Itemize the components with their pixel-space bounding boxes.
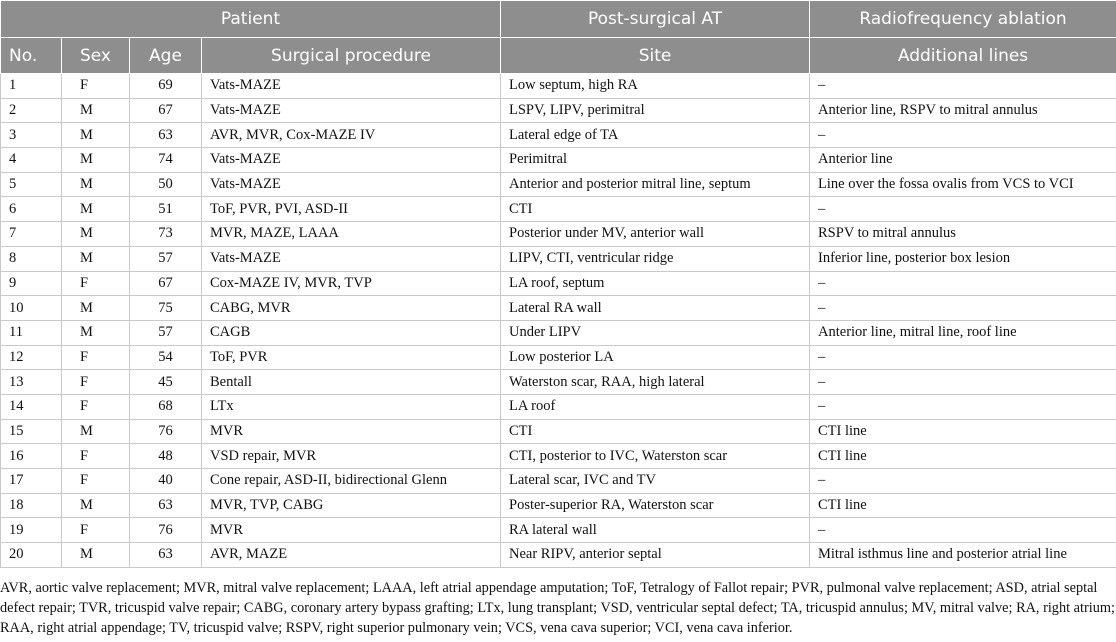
cell-age: 63: [130, 543, 202, 568]
cell-procedure: MVR: [202, 518, 501, 543]
table-row: [1, 543, 1116, 568]
cell-lines: Inferior line, posterior box lesion: [810, 246, 1116, 271]
cell-sex: M: [62, 222, 130, 247]
cell-age: 67: [130, 271, 202, 296]
cell-procedure: Cox-MAZE IV, MVR, TVP: [202, 271, 501, 296]
table-row: [1, 493, 1116, 518]
cell-lines: –: [810, 345, 1116, 370]
cell-lines: –: [810, 271, 1116, 296]
cell-procedure: ToF, PVR: [202, 345, 501, 370]
cell-lines: –: [810, 74, 1116, 99]
cell-site: CTI: [501, 197, 810, 222]
cell-site: LSPV, LIPV, perimitral: [501, 98, 810, 123]
header-sex: Sex: [62, 38, 130, 74]
cell-age: 63: [130, 493, 202, 518]
cell-procedure: Vats-MAZE: [202, 246, 501, 271]
cell-lines: Mitral isthmus line and posterior atrial line: [810, 543, 1116, 568]
cell-no: 6: [1, 197, 62, 222]
cell-no: 17: [1, 469, 62, 494]
cell-lines: CTI line: [810, 493, 1116, 518]
cell-age: 50: [130, 172, 202, 197]
cell-procedure: Vats-MAZE: [202, 148, 501, 173]
table-row: [1, 518, 1116, 543]
cell-no: 3: [1, 123, 62, 148]
table-row: [1, 370, 1116, 395]
cell-no: 12: [1, 345, 62, 370]
cell-procedure: LTx: [202, 394, 501, 419]
cell-procedure: MVR, MAZE, LAAA: [202, 222, 501, 247]
table-row: [1, 296, 1116, 321]
cell-sex: F: [62, 444, 130, 469]
table-row: [1, 172, 1116, 197]
cell-site: Lateral scar, IVC and TV: [501, 469, 810, 494]
cell-no: 19: [1, 518, 62, 543]
cell-lines: –: [810, 370, 1116, 395]
cell-age: 51: [130, 197, 202, 222]
cell-procedure: Cone repair, ASD-II, bidirectional Glenn: [202, 469, 501, 494]
table-row: [1, 444, 1116, 469]
header-column-row: [1, 38, 1116, 74]
cell-no: 13: [1, 370, 62, 395]
table-row: [1, 320, 1116, 345]
cell-sex: F: [62, 518, 130, 543]
cell-no: 14: [1, 394, 62, 419]
cell-age: 68: [130, 394, 202, 419]
cell-lines: –: [810, 296, 1116, 321]
cell-age: 76: [130, 518, 202, 543]
cell-no: 4: [1, 148, 62, 173]
cell-site: Perimitral: [501, 148, 810, 173]
header-group-patient: Patient: [1, 1, 501, 38]
cell-lines: Anterior line, RSPV to mitral annulus: [810, 98, 1116, 123]
cell-sex: M: [62, 419, 130, 444]
cell-age: 75: [130, 296, 202, 321]
cell-site: CTI: [501, 419, 810, 444]
table-row: [1, 469, 1116, 494]
header-site: Site: [501, 38, 810, 74]
cell-site: Lateral edge of TA: [501, 123, 810, 148]
cell-site: Anterior and posterior mitral line, septum: [501, 172, 810, 197]
cell-no: 5: [1, 172, 62, 197]
cell-age: 69: [130, 74, 202, 99]
cell-age: 48: [130, 444, 202, 469]
cell-procedure: Vats-MAZE: [202, 98, 501, 123]
cell-site: Posterior under MV, anterior wall: [501, 222, 810, 247]
cell-site: Near RIPV, anterior septal: [501, 543, 810, 568]
cell-site: Poster-superior RA, Waterston scar: [501, 493, 810, 518]
cell-site: Under LIPV: [501, 320, 810, 345]
cell-sex: M: [62, 172, 130, 197]
cell-no: 1: [1, 74, 62, 99]
cell-procedure: MVR: [202, 419, 501, 444]
cell-sex: M: [62, 543, 130, 568]
cell-no: 2: [1, 98, 62, 123]
cell-age: 73: [130, 222, 202, 247]
cell-procedure: Vats-MAZE: [202, 172, 501, 197]
table-row: [1, 123, 1116, 148]
cell-age: 45: [130, 370, 202, 395]
cell-sex: M: [62, 493, 130, 518]
cell-procedure: AVR, MVR, Cox-MAZE IV: [202, 123, 501, 148]
cell-sex: M: [62, 320, 130, 345]
cell-sex: F: [62, 345, 130, 370]
table-row: [1, 345, 1116, 370]
cell-no: 18: [1, 493, 62, 518]
cell-sex: M: [62, 197, 130, 222]
table-row: [1, 98, 1116, 123]
header-age: Age: [130, 38, 202, 74]
header-procedure: Surgical procedure: [202, 38, 501, 74]
table-row: [1, 148, 1116, 173]
cell-age: 40: [130, 469, 202, 494]
cell-site: CTI, posterior to IVC, Waterston scar: [501, 444, 810, 469]
cell-procedure: VSD repair, MVR: [202, 444, 501, 469]
cell-lines: –: [810, 518, 1116, 543]
cell-lines: Anterior line, mitral line, roof line: [810, 320, 1116, 345]
cell-age: 74: [130, 148, 202, 173]
cell-procedure: CAGB: [202, 320, 501, 345]
cell-site: Low posterior LA: [501, 345, 810, 370]
cell-site: Low septum, high RA: [501, 74, 810, 99]
cell-lines: –: [810, 123, 1116, 148]
cell-site: Waterston scar, RAA, high lateral: [501, 370, 810, 395]
cell-no: 9: [1, 271, 62, 296]
cell-age: 54: [130, 345, 202, 370]
table-body: [1, 74, 1116, 568]
cell-procedure: ToF, PVR, PVI, ASD-II: [202, 197, 501, 222]
table-row: [1, 222, 1116, 247]
cell-lines: Line over the fossa ovalis from VCS to VCI: [810, 172, 1116, 197]
cell-sex: F: [62, 394, 130, 419]
table-row: [1, 271, 1116, 296]
cell-age: 63: [130, 123, 202, 148]
cell-age: 67: [130, 98, 202, 123]
cell-site: RA lateral wall: [501, 518, 810, 543]
cell-procedure: MVR, TVP, CABG: [202, 493, 501, 518]
cell-lines: –: [810, 394, 1116, 419]
cell-age: 76: [130, 419, 202, 444]
cell-sex: M: [62, 296, 130, 321]
cell-sex: M: [62, 148, 130, 173]
cell-procedure: CABG, MVR: [202, 296, 501, 321]
cell-procedure: AVR, MAZE: [202, 543, 501, 568]
header-group-row: [1, 1, 1116, 38]
cell-sex: F: [62, 370, 130, 395]
table-row: [1, 197, 1116, 222]
cell-lines: –: [810, 197, 1116, 222]
cell-lines: Anterior line: [810, 148, 1116, 173]
cell-no: 11: [1, 320, 62, 345]
header-group-post-surgical-at: Post-surgical AT: [501, 1, 810, 38]
cell-site: LIPV, CTI, ventricular ridge: [501, 246, 810, 271]
table-row: [1, 394, 1116, 419]
header-no: No.: [1, 38, 62, 74]
cell-site: Lateral RA wall: [501, 296, 810, 321]
cell-procedure: Bentall: [202, 370, 501, 395]
table-header: [1, 1, 1116, 74]
cell-sex: M: [62, 246, 130, 271]
cell-lines: CTI line: [810, 444, 1116, 469]
table-row: [1, 246, 1116, 271]
cell-lines: –: [810, 469, 1116, 494]
cell-no: 10: [1, 296, 62, 321]
cell-no: 15: [1, 419, 62, 444]
cell-no: 16: [1, 444, 62, 469]
cell-no: 7: [1, 222, 62, 247]
cell-no: 20: [1, 543, 62, 568]
cell-sex: M: [62, 123, 130, 148]
cell-site: LA roof: [501, 394, 810, 419]
cell-sex: F: [62, 469, 130, 494]
cell-procedure: Vats-MAZE: [202, 74, 501, 99]
cell-sex: M: [62, 98, 130, 123]
cell-sex: F: [62, 74, 130, 99]
header-group-rf-ablation: Radiofrequency ablation: [810, 1, 1116, 38]
header-lines: Additional lines: [810, 38, 1116, 74]
cell-age: 57: [130, 246, 202, 271]
table-footnote: AVR, aortic valve replacement; MVR, mitral valve replacement; LAAA, left atrial appendage amputation; ToF, Tetralogy of Fallot repair; PVR, pulmonal valve replacement; ASD, atrial septal defect repair; TVR, tricuspid valve repair; CABG, coronary artery bypass grafting; LTx, lung transplant; VSD, ventricular septal defect; TA, tricuspid annulus; MV, mitral valve; RA, right atrium; RAA, right atrial appendage; TV, tricuspid valve; RSPV, right superior pulmonary vein; VCS, vena cava superior; VCI, vena cava inferior.: [0, 580, 1115, 636]
cell-lines: RSPV to mitral annulus: [810, 222, 1116, 247]
cell-lines: CTI line: [810, 419, 1116, 444]
cell-site: LA roof, septum: [501, 271, 810, 296]
table-row: [1, 74, 1116, 99]
cell-sex: F: [62, 271, 130, 296]
cell-age: 57: [130, 320, 202, 345]
table-row: [1, 419, 1116, 444]
cell-no: 8: [1, 246, 62, 271]
